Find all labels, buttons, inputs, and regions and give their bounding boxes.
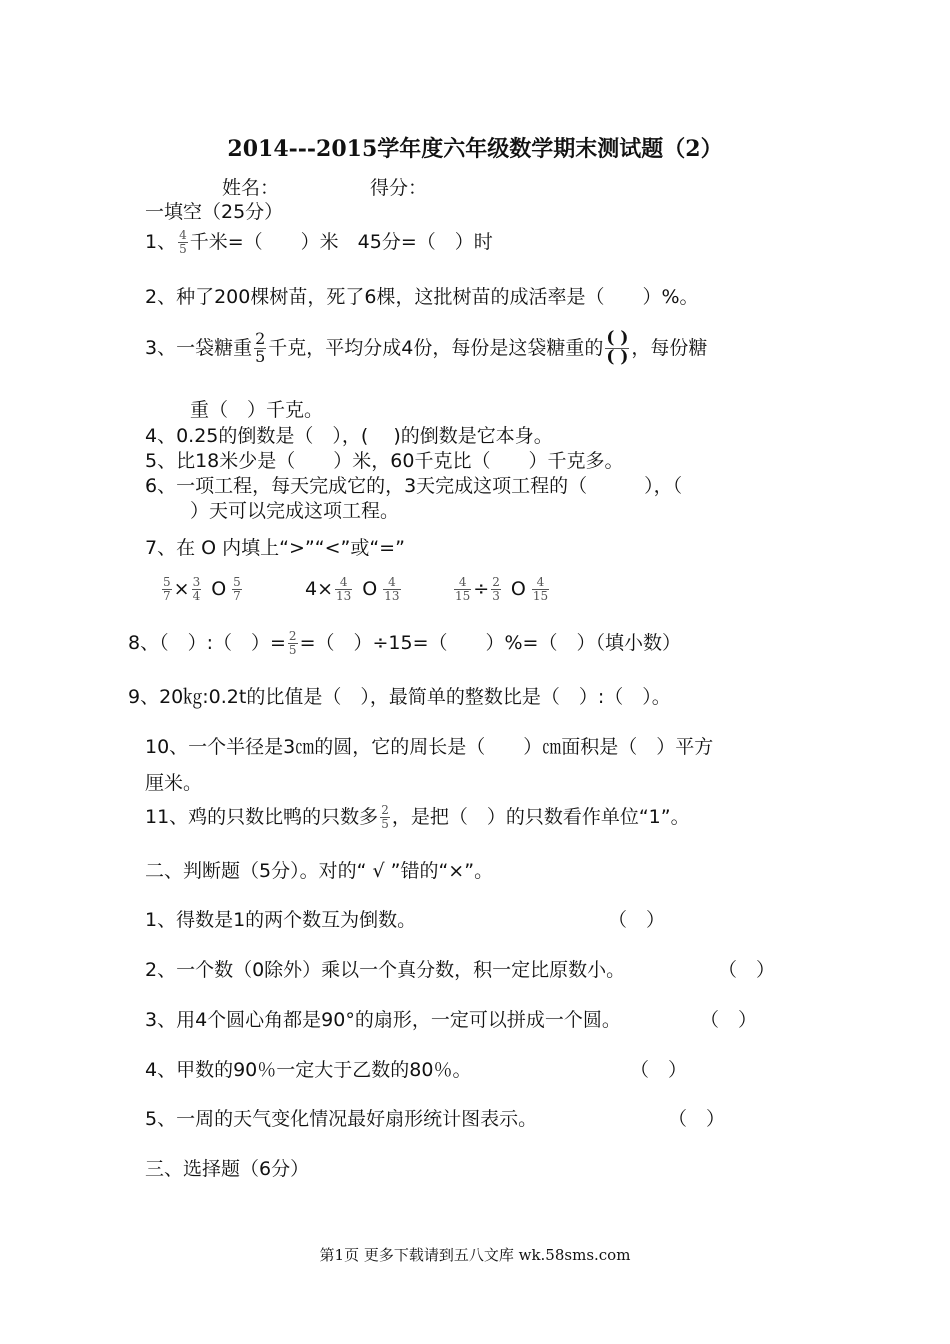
judge-item-3-text: 3、用4个圆心角都是90°的扇形，一定可以拼成一个圆。 bbox=[145, 1009, 621, 1031]
question-3-mid: 千克，平均分成4份，每份是这袋糖重的 bbox=[268, 336, 604, 359]
fraction-denominator: 13 bbox=[384, 588, 400, 603]
fraction-denominator: 15 bbox=[455, 588, 471, 603]
fraction-denominator: 13 bbox=[336, 588, 352, 603]
fraction-numerator: 5 bbox=[233, 575, 241, 589]
fraction-numerator: ( ) bbox=[606, 328, 629, 348]
question-6-line2: ）天可以完成这项工程。 bbox=[190, 500, 400, 522]
compare-item-2 bbox=[305, 576, 403, 602]
question-9: 9、20㎏:0.2t的比值是（ ），最简单的整数比是（ ）:（ ）。 bbox=[128, 686, 671, 708]
question-11-text: ，是把（ ）的只数看作单位“1”。 bbox=[391, 805, 690, 828]
judge-item-2-mark: （ ） bbox=[718, 959, 776, 981]
fraction-denominator: 5 bbox=[255, 346, 266, 366]
fraction-numerator: 4 bbox=[388, 575, 396, 589]
compare-circle: O bbox=[362, 578, 378, 601]
question-3-fraction bbox=[254, 331, 266, 366]
page-title: 2014---2015学年度六年级数学期末测试题（2） bbox=[227, 136, 723, 162]
question-7: 7、在 O 内填上“>”“<”或“=” bbox=[145, 537, 405, 559]
judge-item-5-text: 5、一周的天气变化情况最好扇形统计图表示。 bbox=[145, 1108, 538, 1130]
fraction-denominator: 5 bbox=[179, 241, 187, 256]
judge-item-2-text: 2、一个数（0除外）乘以一个真分数，积一定比原数小。 bbox=[145, 959, 626, 981]
fraction-denominator: 3 bbox=[492, 588, 500, 603]
question-3-blank-fraction bbox=[605, 330, 629, 367]
question-2: 2、种了200棵树苗，死了6棵，这批树苗的成活率是（ ）%。 bbox=[145, 286, 699, 308]
compare-item-3 bbox=[452, 576, 551, 602]
fraction bbox=[491, 576, 501, 602]
fraction-numerator: 4 bbox=[339, 575, 348, 589]
question-8 bbox=[128, 630, 681, 656]
fraction-numerator: 2 bbox=[381, 803, 389, 817]
judge-item-4-mark: （ ） bbox=[630, 1059, 688, 1081]
question-3-continuation: 重（ ）千克。 bbox=[190, 399, 324, 421]
fraction-denominator: 7 bbox=[163, 588, 171, 603]
question-8-fraction bbox=[288, 630, 298, 656]
question-1 bbox=[145, 229, 493, 255]
compare-circle: O bbox=[510, 578, 526, 601]
question-10-line1: 10、一个半径是3㎝的圆，它的周长是（ ）㎝面积是（ ）平方 bbox=[145, 736, 714, 758]
fraction-denominator: 15 bbox=[532, 588, 549, 603]
question-6-line1: 6、一项工程，每天完成它的，3天完成这项工程的（ ），（ bbox=[145, 475, 683, 497]
fraction-numerator: 4 bbox=[458, 575, 467, 589]
section2-heading: 二、判断题（5分）。对的“ √ ”错的“×”。 bbox=[145, 860, 494, 882]
fraction bbox=[232, 576, 242, 602]
question-8-text: =（ ）÷15=（ ）%=（ ）（填小数） bbox=[299, 631, 681, 654]
fraction bbox=[335, 576, 352, 602]
page-footer: 第1页 更多下载请到五八文库 wk.58sms.com bbox=[319, 1246, 631, 1264]
fraction-numerator: 2 bbox=[492, 575, 500, 589]
fraction-numerator: 2 bbox=[255, 329, 266, 349]
fraction bbox=[192, 576, 202, 602]
question-3-suffix: ，每份糖 bbox=[631, 336, 708, 359]
question-3 bbox=[145, 330, 707, 367]
fraction-denominator: 7 bbox=[233, 588, 241, 603]
compare-item-1 bbox=[160, 576, 244, 602]
fraction bbox=[383, 576, 400, 602]
question-5: 5、比18米少是（ ）米，60千克比（ ）千克多。 bbox=[145, 450, 624, 472]
fraction-denominator: ( ) bbox=[606, 346, 629, 367]
fraction-numerator: 3 bbox=[192, 575, 201, 589]
fraction bbox=[532, 576, 549, 602]
compare-circle: O bbox=[211, 578, 227, 601]
question-1-text: 千米=（ ）米 45分=（ ）时 bbox=[189, 230, 493, 253]
fraction-numerator: 4 bbox=[536, 575, 545, 589]
operator: ÷ bbox=[473, 578, 490, 601]
question-8-prefix: 8、（ ）:（ ）= bbox=[128, 631, 286, 654]
judge-item-1-mark: （ ） bbox=[608, 909, 666, 931]
score-label: 得分： bbox=[370, 177, 428, 199]
question-4: 4、0.25的倒数是（ ），( )的倒数是它本身。 bbox=[145, 425, 553, 447]
judge-item-5-mark: （ ） bbox=[668, 1108, 726, 1130]
fraction bbox=[162, 576, 172, 602]
fraction-denominator: 5 bbox=[288, 642, 297, 657]
fraction-denominator: 4 bbox=[192, 588, 201, 603]
fraction-numerator: 5 bbox=[163, 575, 171, 589]
fraction-denominator: 5 bbox=[381, 816, 389, 831]
question-11 bbox=[145, 804, 690, 830]
question-10-line2: 厘米。 bbox=[145, 772, 203, 794]
section3-heading: 三、选择题（6分） bbox=[145, 1158, 310, 1180]
judge-item-3-mark: （ ） bbox=[700, 1009, 758, 1031]
operator: × bbox=[173, 578, 190, 601]
question-3-prefix: 3、一袋糖重 bbox=[145, 336, 253, 359]
fraction-numerator: 2 bbox=[288, 629, 297, 643]
judge-item-4-text: 4、甲数的90％一定大于乙数的80％。 bbox=[145, 1059, 472, 1081]
section1-heading: 一填空（25分） bbox=[145, 201, 284, 223]
operand: 4× bbox=[305, 578, 334, 601]
question-11-fraction bbox=[380, 804, 390, 830]
name-label: 姓名： bbox=[222, 177, 280, 199]
fraction bbox=[454, 576, 471, 602]
fraction-numerator: 4 bbox=[179, 228, 187, 242]
question-11-prefix: 11、鸡的只数比鸭的只数多 bbox=[145, 805, 379, 828]
judge-item-1-text: 1、得数是1的两个数互为倒数。 bbox=[145, 909, 417, 931]
question-1-prefix: 1、 bbox=[145, 230, 177, 253]
question-1-fraction bbox=[178, 229, 188, 255]
